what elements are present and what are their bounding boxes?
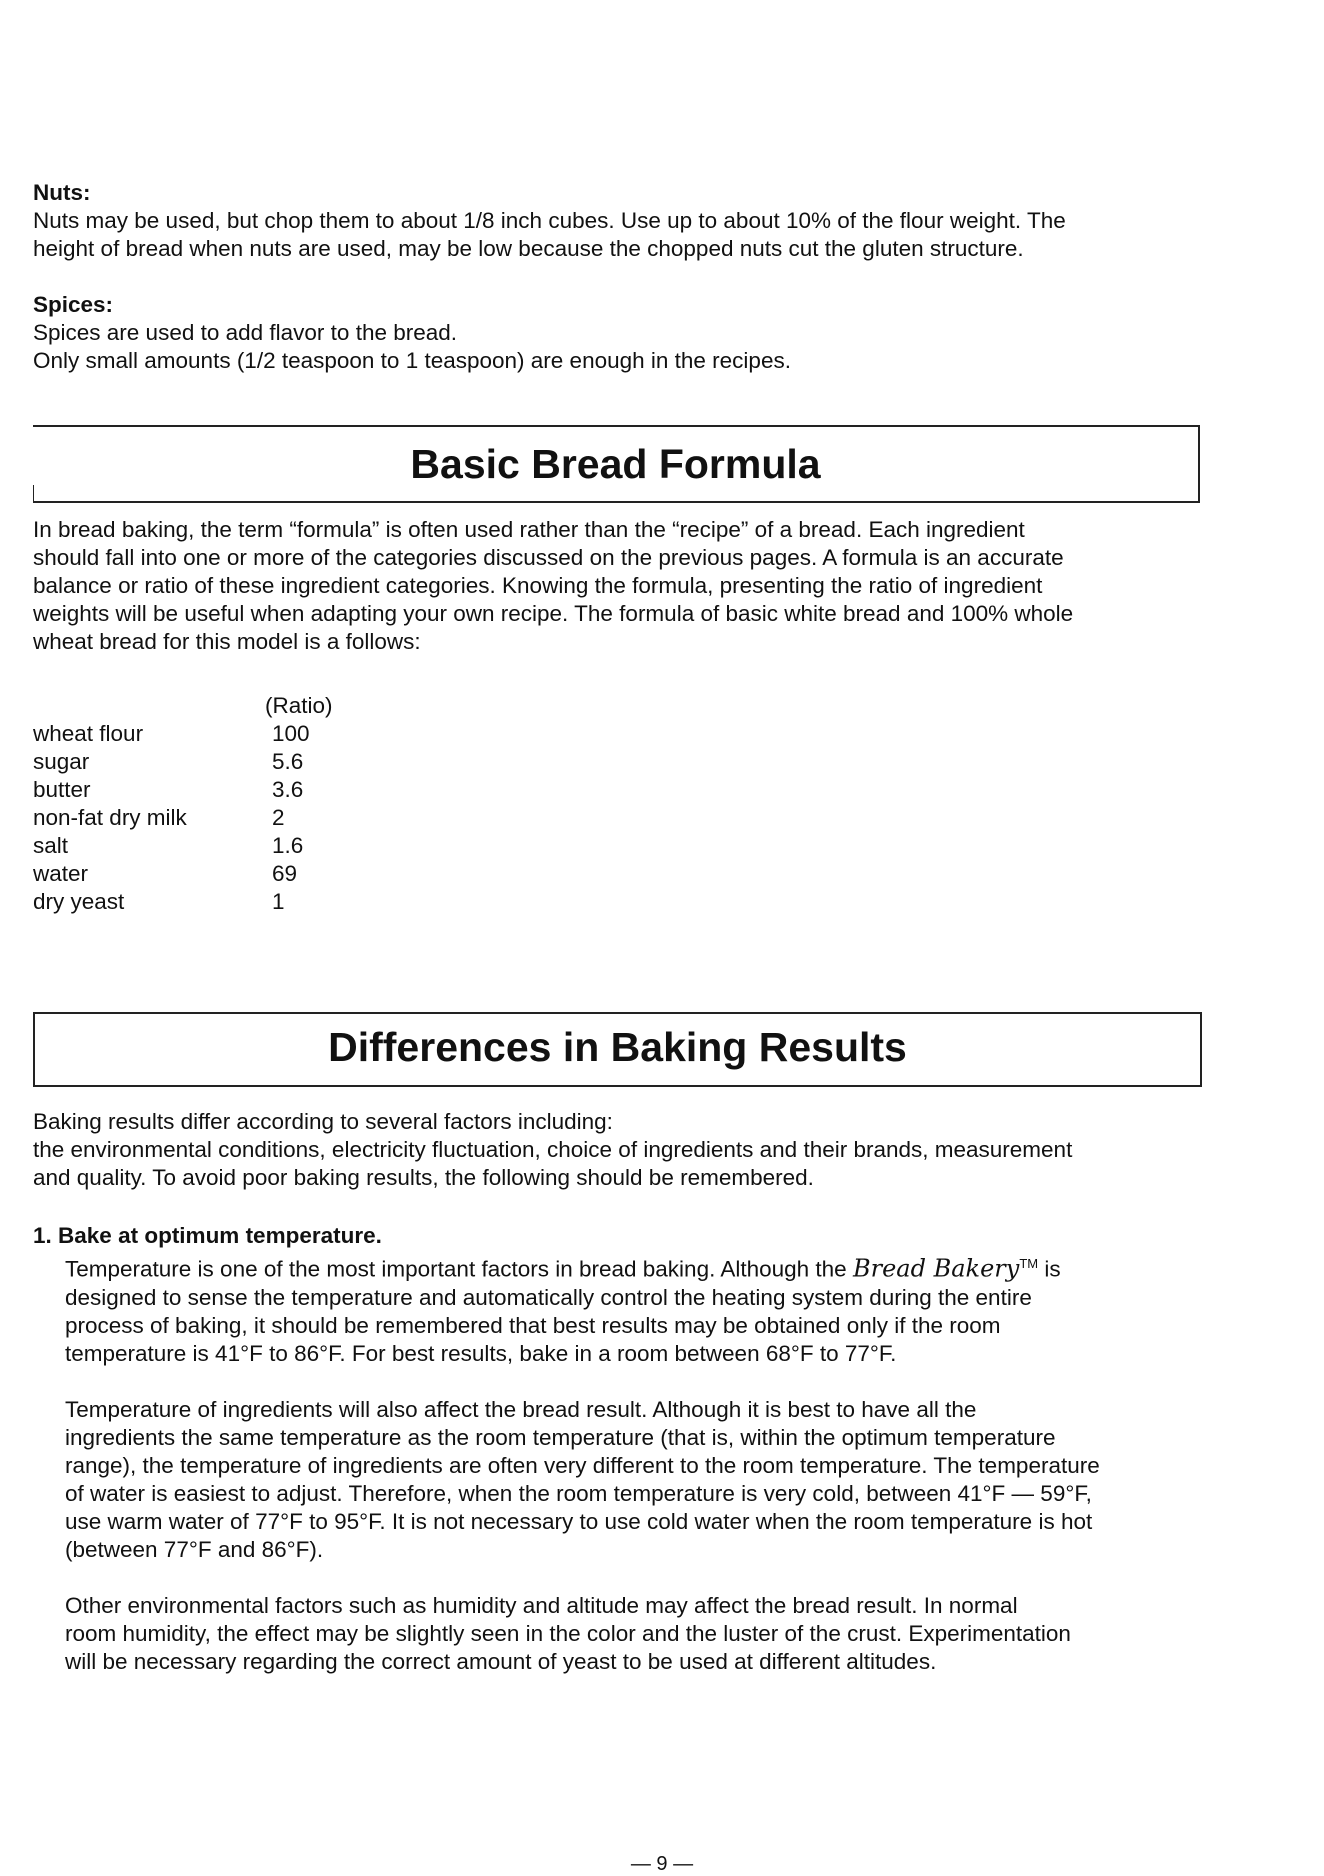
nuts-text-line: Nuts may be used, but chop them to about 1/8 inch cubes. Use up to about 10% of the flour weight. The (33, 208, 1066, 233)
item-text-line: range), the temperature of ingredients are often very different to the room temperature. The temperature (65, 1452, 1100, 1478)
ingredient-ratio: 5.6 (272, 749, 304, 774)
page-number: — 9 — (630, 1853, 694, 1875)
basic-formula-intro (33, 516, 1193, 656)
spices-heading: Spices: (33, 292, 114, 317)
brand-logo-text: Bread Bakery (852, 1254, 1020, 1283)
item-text-line: room humidity, the effect may be slightly seen in the color and the luster of the crust. Experimentation (65, 1620, 1071, 1646)
formula-text-line: should fall into one or more of the categories discussed on the previous pages. A formula is an accurate (33, 545, 1064, 570)
ingredient-name: water (33, 861, 89, 886)
item-text-fragment: is (1044, 1256, 1061, 1282)
ingredient-ratio: 3.6 (272, 777, 304, 802)
ingredient-name: wheat flour (33, 721, 144, 746)
item-1-paragraph-3 (33, 1592, 1193, 1676)
nuts-section (33, 179, 1183, 263)
item-number: 1. (33, 1223, 52, 1248)
item-1-heading-line (33, 1222, 1193, 1250)
spices-text-line: Only small amounts (1/2 teaspoon to 1 teaspoon) are enough in the recipes. (33, 348, 791, 373)
ingredient-ratio: 2 (272, 805, 285, 830)
ingredient-name: non-fat dry milk (33, 805, 187, 830)
differences-text-line: and quality. To avoid poor baking results, the following should be remembered. (33, 1165, 814, 1190)
ingredient-name: butter (33, 777, 91, 802)
ratio-row (33, 804, 362, 832)
ingredient-name: dry yeast (33, 889, 125, 914)
ratio-header: (Ratio) (265, 693, 333, 718)
differences-intro (33, 1108, 1203, 1192)
item-heading: Bake at optimum temperature. (58, 1223, 382, 1248)
item-text-line: of water is easiest to adjust. Therefore, when the room temperature is very cold, between 41°F — 59°F, (65, 1480, 1092, 1506)
ingredient-ratio: 69 (272, 861, 298, 886)
spices-text-line: Spices are used to add flavor to the bread. (33, 320, 458, 345)
item-text-line (65, 1250, 1193, 1284)
ratio-row (33, 748, 362, 776)
nuts-text-line: height of bread when nuts are used, may be low because the chopped nuts cut the gluten structure. (33, 236, 1024, 261)
item-1-paragraph-1 (33, 1250, 1193, 1368)
ratio-row (33, 888, 362, 916)
ingredient-name: salt (33, 833, 69, 858)
ingredient-name: sugar (33, 749, 90, 774)
nuts-heading: Nuts: (33, 180, 91, 205)
formula-text-line: balance or ratio of these ingredient categories. Knowing the formula, presenting the ratio of ingredient (33, 573, 1043, 598)
item-text-line: (between 77°F and 86°F). (65, 1536, 324, 1562)
ingredient-ratio: 1 (272, 889, 285, 914)
item-text-line: process of baking, it should be remembered that best results may be obtained only if the room (65, 1312, 1001, 1338)
item-text-line: designed to sense the temperature and automatically control the heating system during the entire (65, 1284, 1032, 1310)
ratio-row (33, 720, 362, 748)
formula-text-line: weights will be useful when adapting your own recipe. The formula of basic white bread and 100% whole (33, 601, 1074, 626)
differences-banner (33, 1012, 1202, 1087)
trademark-mark: TM (1019, 1256, 1039, 1271)
item-text-line: use warm water of 77°F to 95°F. It is not necessary to use cold water when the room temperature is hot (65, 1508, 1093, 1534)
item-1 (33, 1222, 1193, 1676)
item-1-paragraph-2 (33, 1396, 1193, 1564)
ratio-row (33, 776, 362, 804)
differences-text-line: the environmental conditions, electricity fluctuation, choice of ingredients and their brands, measurement (33, 1137, 1073, 1162)
ratio-row (33, 832, 362, 860)
ratio-table (33, 692, 362, 916)
ingredient-ratio: 1.6 (272, 833, 304, 858)
formula-text-line: wheat bread for this model is a follows: (33, 629, 421, 654)
differences-text-line: Baking results differ according to several factors including: (33, 1109, 613, 1134)
item-text-line: Other environmental factors such as humidity and altitude may affect the bread result. In normal (65, 1592, 1018, 1618)
item-text-line: temperature is 41°F to 86°F. For best results, bake in a room between 68°F to 77°F. (65, 1340, 897, 1366)
ingredient-ratio: 100 (272, 721, 310, 746)
basic-formula-banner (33, 425, 1200, 503)
differences-title: Differences in Baking Results (328, 1024, 907, 1070)
item-text-line: will be necessary regarding the correct amount of yeast to be used at different altitudes. (65, 1648, 937, 1674)
item-text-line: ingredients the same temperature as the room temperature (that is, within the optimum temperature (65, 1424, 1056, 1450)
item-text-line: Temperature of ingredients will also affect the bread result. Although it is best to have all the (65, 1396, 977, 1422)
spices-section (33, 291, 1183, 375)
item-text-fragment: Temperature is one of the most important factors in bread baking. Although the (65, 1256, 847, 1282)
formula-text-line: In bread baking, the term “formula” is often used rather than the “recipe” of a bread. Each ingredient (33, 517, 1025, 542)
ratio-row (33, 860, 362, 888)
basic-formula-title: Basic Bread Formula (410, 441, 821, 487)
